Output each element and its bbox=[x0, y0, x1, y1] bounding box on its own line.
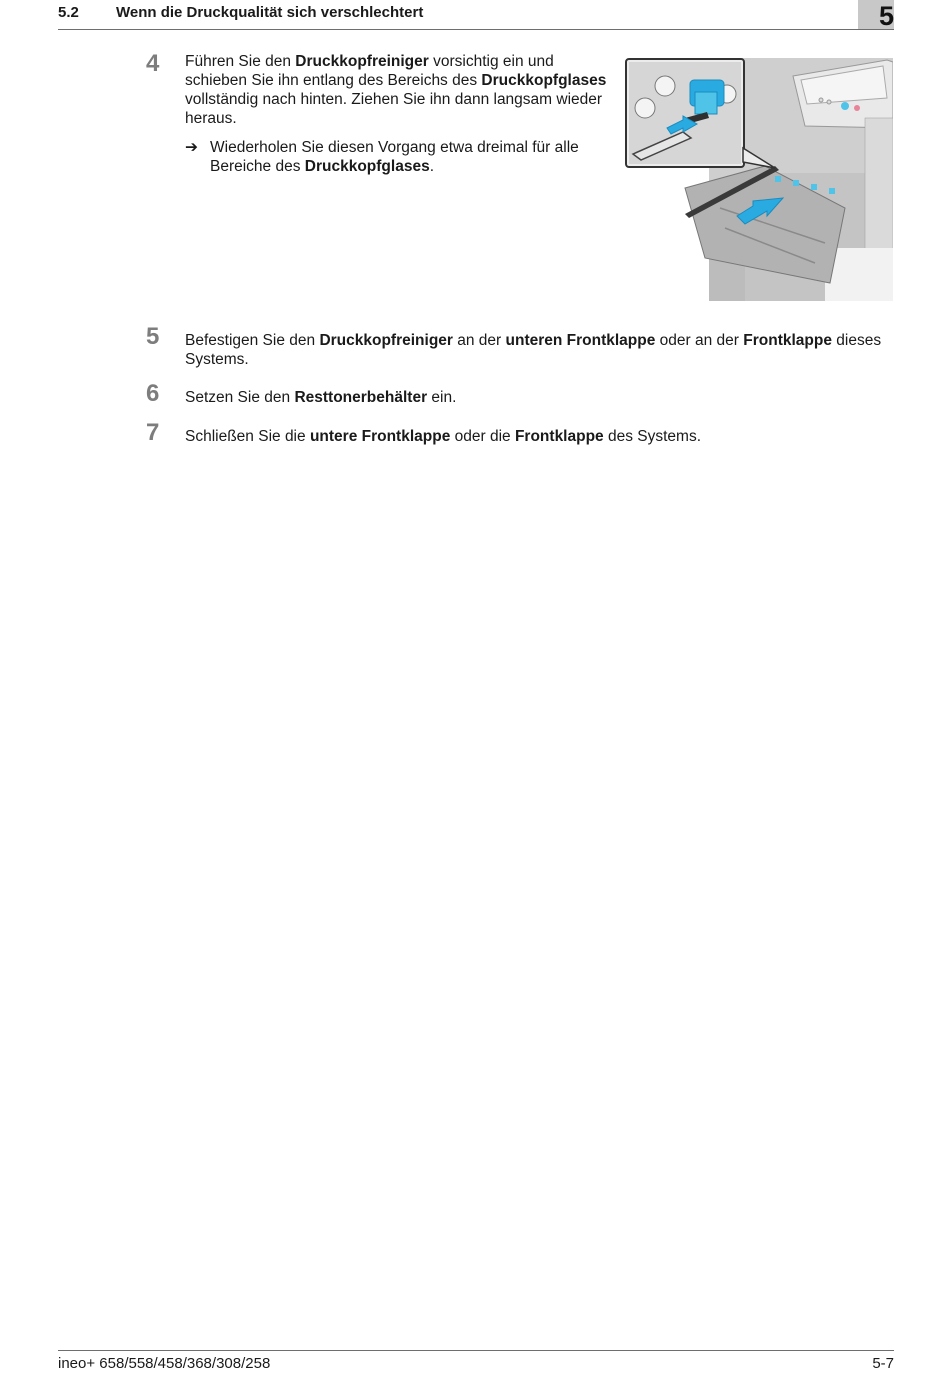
page-number: 5-7 bbox=[872, 1355, 894, 1372]
step-text bbox=[185, 52, 613, 128]
step-number: 6 bbox=[146, 380, 160, 407]
text-run: . bbox=[429, 158, 435, 175]
bold-term: Druckkopfreiniger bbox=[319, 332, 453, 349]
step-text bbox=[185, 331, 895, 369]
bold-term: unteren Frontklappe bbox=[505, 332, 656, 349]
text-run: Führen Sie den bbox=[185, 53, 296, 70]
text-run: vorsichtig ein und schieben Sie ihn entlang des Bereichs des bbox=[185, 53, 554, 89]
chapter-tab bbox=[858, 0, 894, 29]
text-run: oder die bbox=[450, 428, 515, 445]
text-run: Wiederholen Sie diesen Vorgang etwa dreimal für alle Bereiche des bbox=[210, 139, 579, 175]
step-number: 7 bbox=[146, 419, 160, 446]
section-number: 5.2 bbox=[58, 4, 79, 21]
text-run: Setzen Sie den bbox=[185, 389, 295, 406]
step-number: 5 bbox=[146, 323, 160, 350]
text-run: Befestigen Sie den bbox=[185, 332, 320, 349]
arrow-right-icon: ➔ bbox=[185, 139, 198, 156]
bold-term: untere Frontklappe bbox=[309, 428, 451, 445]
step-text bbox=[185, 427, 895, 446]
bold-term: Resttonerbehälter bbox=[294, 389, 428, 406]
text-run: vollständig nach hinten. Ziehen Sie ihn dann langsam wieder heraus. bbox=[185, 91, 603, 127]
text-run: dieses Systems. bbox=[185, 332, 882, 368]
page-footer bbox=[58, 1350, 894, 1372]
text-run: ein. bbox=[427, 389, 457, 406]
step-text bbox=[185, 388, 895, 407]
substep-text bbox=[210, 138, 610, 176]
text-run: oder an der bbox=[655, 332, 744, 349]
printer-cleaning-illustration bbox=[625, 58, 893, 301]
section-title: Wenn die Druckqualität sich verschlechtert bbox=[116, 4, 424, 21]
text-run: des Systems. bbox=[603, 428, 702, 445]
text-run: Schließen Sie die bbox=[185, 428, 310, 445]
chapter-number: 5 bbox=[878, 1, 894, 31]
bold-term: Frontklappe bbox=[514, 428, 604, 445]
page-header bbox=[58, 0, 894, 30]
step-number: 4 bbox=[146, 50, 160, 77]
text-run: an der bbox=[452, 332, 506, 349]
bold-term: Druckkopfreiniger bbox=[295, 53, 429, 70]
bold-term: Druckkopfglases bbox=[304, 158, 430, 175]
model-name: ineo+ 658/558/458/368/308/258 bbox=[58, 1355, 271, 1372]
bold-term: Druckkopfglases bbox=[481, 72, 607, 89]
bold-term: Frontklappe bbox=[743, 332, 832, 349]
